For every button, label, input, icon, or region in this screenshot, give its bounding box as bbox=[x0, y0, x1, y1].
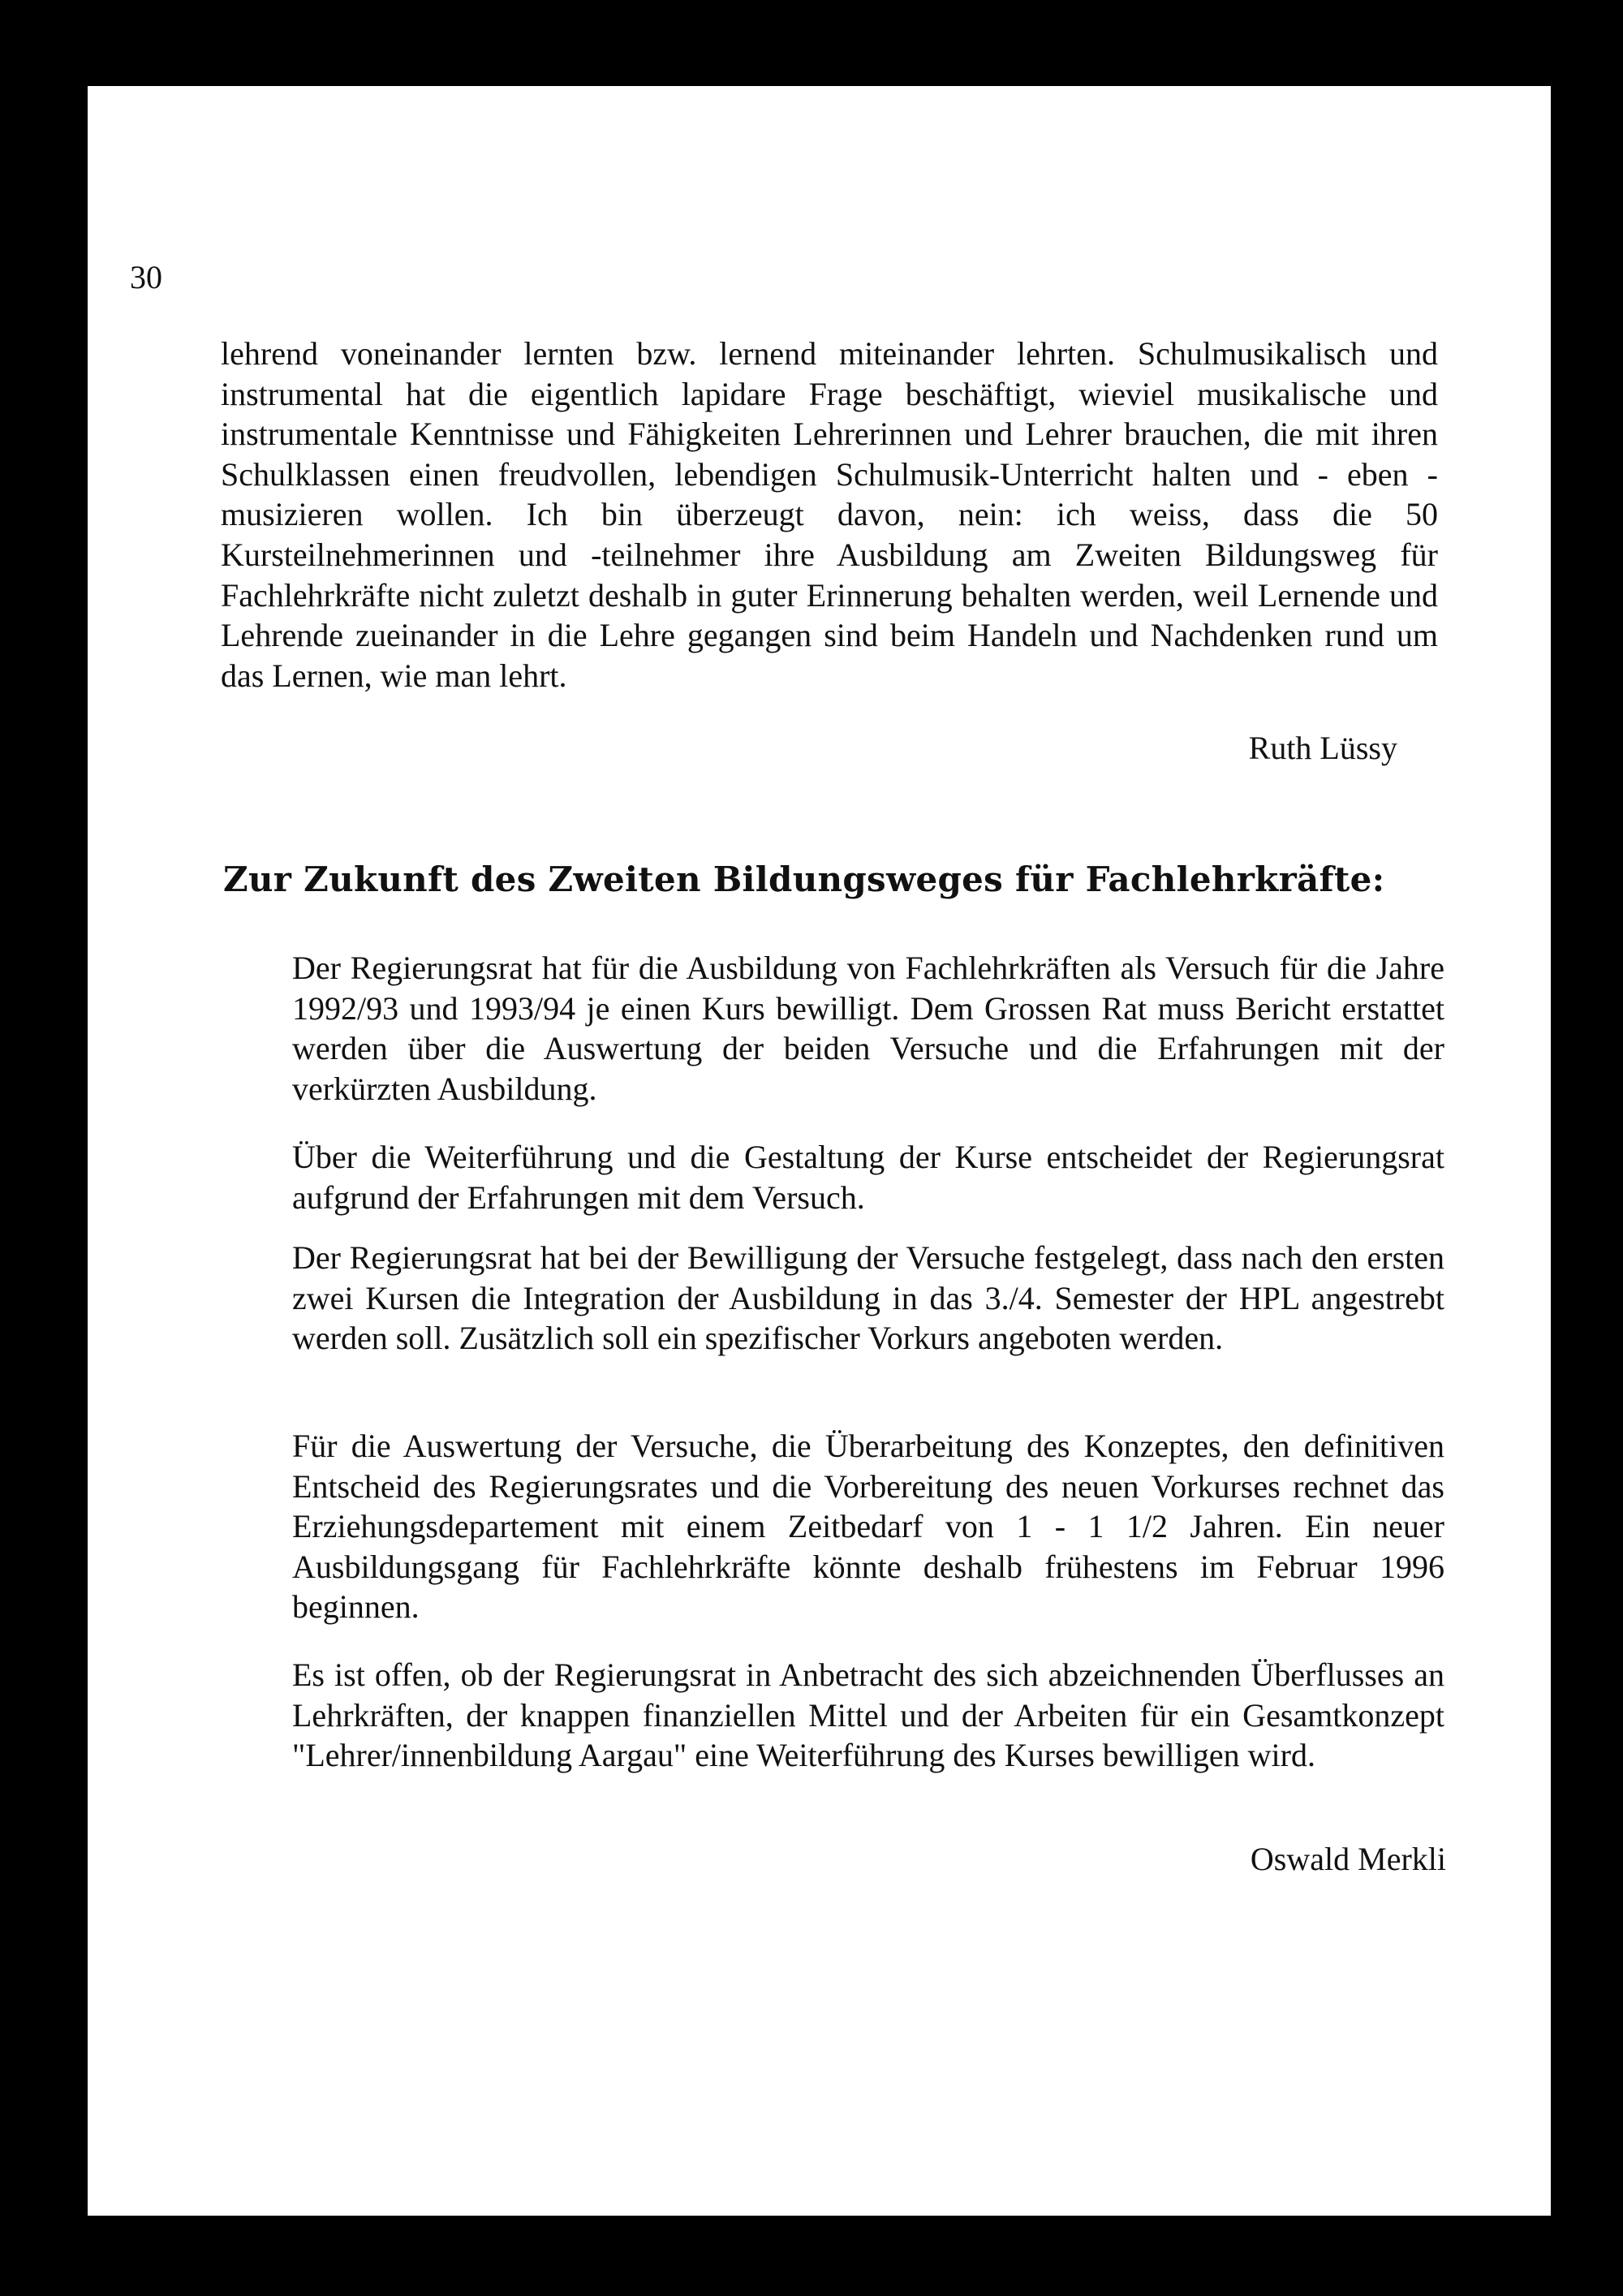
body-paragraph: Der Regierungsrat hat bei der Bewilligung der Versuche festgelegt, dass nach den ersten zwei Kursen die Integration der Ausbildung in das 3./4. Semester der HPL angestrebt werden soll. Zusätzlich soll ein spezifischer Vorkurs angeboten werden. bbox=[292, 1239, 1444, 1357]
body-paragraph: Der Regierungsrat hat für die Ausbildung von Fachlehrkräften als Versuch für die Jahre 1992/93 und 1993/94 je einen Kurs bewilligt. Dem Grossen Rat muss Bericht erstattet werden über die Auswertung der beiden Versuche und die Erfahrungen mit der verkürzten Ausbildung. bbox=[292, 950, 1444, 1107]
intro-paragraph: lehrend voneinander lernten bzw. lernend miteinander lehrten. Schulmusikalisch und instrumental hat die eigentlich lapidare Frage beschäftigt, wieviel musikalische und instrumentale Kenntnisse und Fähigkeiten Lehrerinnen und Lehrer brauchen, die mit ihren Schulklassen einen freudvollen, lebendigen Schulmusik-Unterricht halten und - eben - musizieren wollen. Ich bin überzeugt davon, nein: ich weiss, dass die 50 Kursteilnehmerinnen und -teilnehmer ihre Ausbildung am Zweiten Bildungsweg für Fachlehrkräfte nicht zuletzt deshalb in guter Erinnerung behalten werden, weil Lernende und Lehrende zueinander in die Lehre gegangen sind beim Handeln und Nachdenken rund um das Lernen, wie man lehrt. bbox=[221, 335, 1438, 694]
page-number: 30 bbox=[130, 259, 162, 295]
body-paragraph: Über die Weiterführung und die Gestaltung der Kurse entscheidet der Regierungsrat aufgrund der Erfahrungen mit dem Versuch. bbox=[292, 1139, 1444, 1216]
author-signature-oswald-merkli: Oswald Merkli bbox=[1250, 1841, 1446, 1877]
body-paragraph: Für die Auswertung der Versuche, die Überarbeitung des Konzeptes, den definitiven Entscheid des Regierungsrates und die Vorbereitung des neuen Vorkurses rechnet das Erziehungsdepartement mit einem Zeitbedarf von 1 - 1 1/2 Jahren. Ein neuer Ausbildungsgang für Fachlehrkräfte könnte deshalb frühestens im Februar 1996 beginnen. bbox=[292, 1428, 1444, 1626]
author-signature-ruth-luessy: Ruth Lüssy bbox=[1248, 730, 1397, 766]
body-paragraph: Es ist offen, ob der Regierungsrat in Anbetracht des sich abzeichnenden Überflusses an Lehrkräften, der knappen finanziellen Mittel und der Arbeiten für ein Gesamtkonzept "Lehrer/innenbildung Aargau" eine Weiterführung des Kurses bewilligen wird. bbox=[292, 1656, 1444, 1774]
section-heading: Zur Zukunft des Zweiten Bildungsweges für Fachlehrkräfte: bbox=[223, 859, 1385, 899]
